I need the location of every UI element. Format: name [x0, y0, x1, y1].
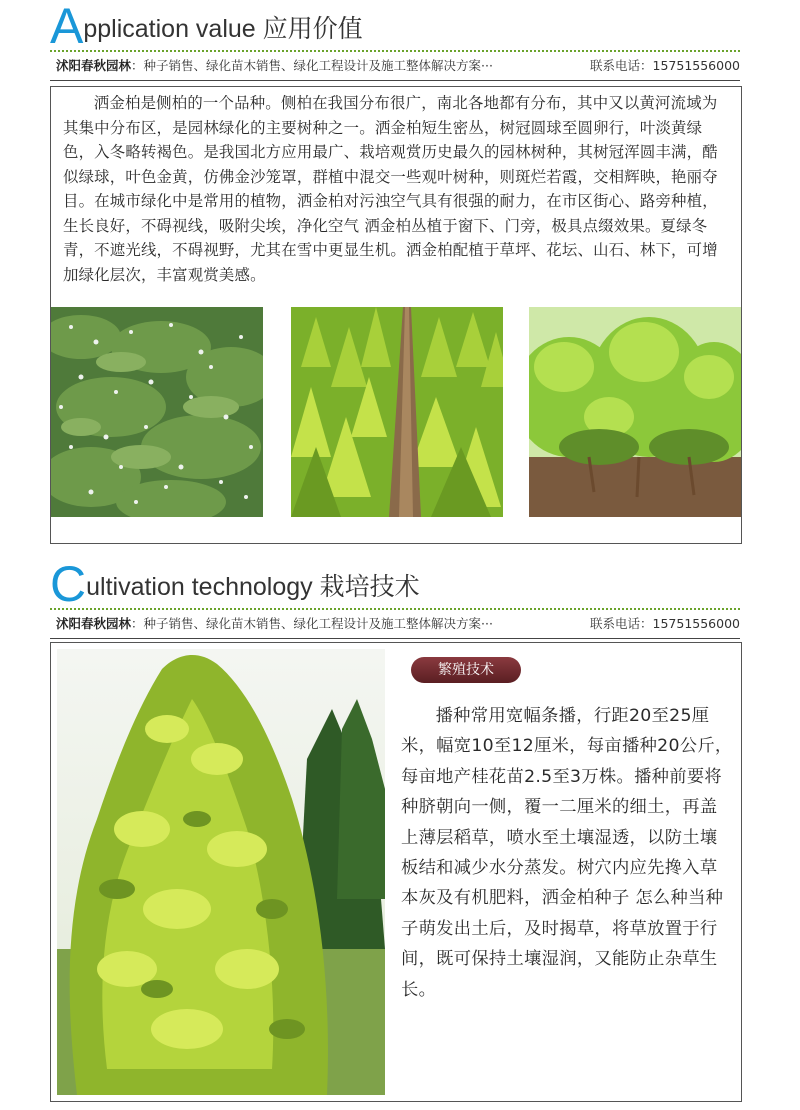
heading-initial-letter: C: [50, 556, 87, 612]
cypress-flowering-photo: [51, 307, 263, 517]
application-content-box: [50, 86, 742, 544]
company-info-bar: [56, 614, 740, 634]
section-heading-cultivation: [50, 556, 420, 612]
contact-phone: 联系电话：15751556000: [590, 58, 740, 73]
heading-text: pplication value 应用价值: [83, 15, 363, 43]
cultivation-technology-section: [0, 558, 800, 1110]
cultivation-content-box: [50, 642, 742, 1102]
dotted-divider: [50, 50, 740, 52]
cypress-nursery-rows-photo: [291, 307, 503, 517]
company-info-bar: [56, 56, 740, 76]
heading-initial-letter: A: [50, 0, 84, 54]
application-paragraph: 洒金柏是侧柏的一个品种。侧柏在我国分布很广，南北各地都有分布，其中又以黄河流域为其集中分布区，是园林绿化的主要树种之一。洒金柏短生密丛，树冠圆球至圆卵行，叶淡黄绿色，入冬略转褐色。是我国北方应用最广、栽培观赏历史最久的园林树种，其树冠浑圆丰满，酷似绿球，叶色金黄，仿佛金沙笼罩，群植中混交一些观叶树种，则斑烂若霞，交相辉映，艳丽夺目。在城市绿化中是常用的植物，洒金柏对污浊空气具有很强的耐力，在市区街心、路旁种植，生长良好，不碍视线，吸附尖埃，净化空气 洒金柏丛植于窗下、门旁，极具点缀效果。夏绿冬青，不遮光线，不碍视野，尤其在雪中更显生机。洒金柏配植于草坪、花坛、山石、林下，可增加绿化层次，丰富观赏美感。: [63, 94, 718, 284]
dotted-divider: [50, 608, 740, 610]
golden-cypress-tree-photo: [57, 649, 385, 1095]
propagation-technique-badge: 繁殖技术: [411, 657, 521, 683]
company-name: 沭阳春秋园林: [56, 616, 132, 631]
application-value-section: [0, 0, 800, 550]
contact-phone: 联系电话：15751556000: [590, 616, 740, 631]
company-description: ：种子销售、绿化苗木销售、绿化工程设计及施工整体解决方案···: [131, 58, 493, 73]
header-underline: [50, 80, 740, 81]
company-name: 沭阳春秋园林: [56, 58, 132, 73]
heading-text: ultivation technology 栽培技术: [86, 573, 420, 601]
company-description: ：种子销售、绿化苗木销售、绿化工程设计及施工整体解决方案···: [131, 616, 493, 631]
section-heading-application: [50, 0, 363, 54]
cypress-shrub-photo: [529, 307, 741, 517]
header-underline: [50, 638, 740, 639]
cultivation-paragraph: 播种常用宽幅条播，行距20至25厘米，幅宽10至12厘米，每亩播种20公斤，每亩地产桂花苗2.5至3万株。播种前要将种脐朝向一侧，覆一二厘米的细土，再盖上薄层稻草，喷水至土壤湿透，以防土壤板结和减少水分蒸发。树穴内应先搀入草本灰及有机肥料，洒金柏种子 怎么种当种子萌发出土后，及时揭草，将草放置于行间，既可保持土壤湿润，又能防止杂草生长。: [401, 706, 733, 1000]
